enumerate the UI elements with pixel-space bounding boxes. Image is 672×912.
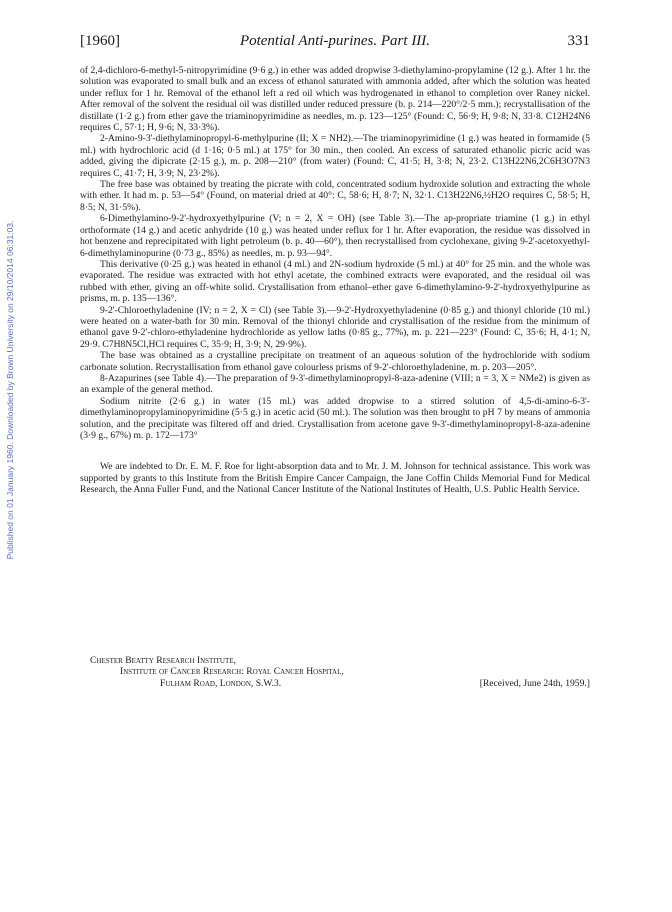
paragraph: of 2,4-dichloro-6-methyl-5-nitropyrimidine (9·6 g.) in ether was added dropwise 3-diethylamino-propylamine (12 g.). After 1 hr. the solution was evaporated to small bulk and an excess of ethanol saturated with ammonia added, after which the solution was heated under reflux for 1 hr. Removal of the ethanol left a red oil which was hydrogenated in ethanol to completion over Raney nickel. After removal of the solvent the residual oil was distilled under reduced pressure (b. p. 214—220°/2·5 mm.); recrystallisation of the distillate (1·2 g.) from ether gave the triaminopyrimidine as needles, m. p. 123—125° (Found: C, 56·9; H, 9·8; N, 33·8. C12H24N6 requires C, 57·1; H, 9·6; N, 33·3%). (80, 65, 590, 134)
article-body (80, 65, 590, 496)
running-header (80, 33, 590, 53)
header-year: [1960] (80, 33, 120, 49)
download-watermark (0, 110, 20, 670)
address-line: Institute of Cancer Research: Royal Cancer Hospital, (120, 666, 344, 678)
acknowledgement: We are indebted to Dr. E. M. F. Roe for light-absorption data and to Mr. J. M. Johnson for technical assistance. This work was supported by grants to this Institute from the British Empire Cancer Campaign, the Jane Coffin Childs Memorial Fund for Medical Research, the Anna Fuller Fund, and the National Cancer Institute of the National Institutes of Health, U.S. Public Health Service. (80, 461, 590, 496)
received-date: [Received, June 24th, 1959.] (479, 677, 590, 689)
paragraph: 8-Azapurines (see Table 4).—The preparation of 9-3'-dimethylaminopropyl-8-aza-adenine (VIII; n = 3, X = NMe2) is given as an example of the general method. (80, 372, 590, 396)
address-line-3 (80, 678, 590, 689)
page-number: 331 (567, 33, 590, 49)
download-notice: Published on 01 January 1960. Downloaded by Brown University on 29/10/2014 06:31:03. (5, 220, 15, 560)
paragraph: The free base was obtained by treating the picrate with cold, concentrated sodium hydroxide solution and extracting the whole with ether. It had m. p. 53—54° (Found, on material dried at 40°: C, 58·6; H, 8·7; N, 32·1. C13H22N6,½H2O requires C, 58·5; H, 8·5; N, 31·5%). (80, 179, 590, 213)
paragraph: 6-Dimethylamino-9-2'-hydroxyethylpurine (V; n = 2, X = OH) (see Table 3).—The ap-propriate triamine (1 g.) in ethyl orthoformate (14 g.) and acetic anhydride (10 g.) was heated under reflux for 1 hr. After evaporation, the residue was dissolved in hot benzene and reprecipitated with light petroleum (b. p. 40—60°), then recrystallised from cyclohexane, giving 9-2'-acetoxyethyl-6-dimethylaminopurine (0·73 g., 85%) as needles, m. p. 93—94°. (80, 213, 590, 259)
header-title: Potential Anti-purines. Part III. (239, 33, 431, 49)
paragraph: 2-Amino-9-3'-diethylaminopropyl-6-methylpurine (II; X = NH2).—The triaminopyrimidine (1 g.) was heated in formamide (5 ml.) with hydrochloric acid (d 1·16; 0·5 ml.) at 175° for 30 min., then cooled. An excess of saturated ethanolic picric acid was added, giving the dipicrate (2·15 g.), m. p. 208—210° (from water) (Found: C, 41·5; H, 3·8; N, 23·2. C13H22N6,2C6H3O7N3 requires C, 41·7; H, 3·9; N, 23·2%). (80, 133, 590, 179)
address-line: Chester Beatty Research Institute, (90, 655, 236, 666)
institution-address (80, 655, 590, 689)
address-line: Fulham Road, London, S.W.3. (160, 677, 282, 689)
paragraph: 9-2'-Chloroethyladenine (IV; n = 2, X = Cl) (see Table 3).—9-2'-Hydroxyethyladenine (0·85 g.) and thionyl chloride (10 ml.) were heated on a water-bath for 30 min. Removal of the thionyl chloride and crystallisation of the residue from the minimum of ethanol gave 9-2'-chloro-ethyladenine hydrochloride as yellow laths (0·85 g., 77%), m. p. 221—223° (Found: C, 35·6; H, 4·1; N, 29·9. C7H8N5Cl,HCl requires C, 35·9; H, 3·9; N, 29·9%). (80, 304, 590, 350)
paragraph: The base was obtained as a crystalline precipitate on treatment of an aqueous solution of the hydrochloride with sodium carbonate solution. Recrystallisation from ethanol gave colourless prisms of 9-2'-chloroethyladenine, m. p. 203—205°. (80, 350, 590, 373)
paragraph: This derivative (0·25 g.) was heated in ethanol (4 ml.) and 2N-sodium hydroxide (5 ml.) at 40° for 25 min. and the whole was evaporated. The residue was extracted with hot ethyl acetate, the combined extracts were evaporated, and the residual oil was rubbed with ether, giving an off-white solid. Crystallisation from ethanol–ether gave 6-dimethylamino-9-2'-hydroxyethylpurine as prisms, m. p. 135—136°. (80, 258, 590, 305)
paragraph: Sodium nitrite (2·6 g.) in water (15 ml.) was added dropwise to a stirred solution of 4,5-di-amino-6-3'-dimethylaminopropylaminopyrimidine (5·5 g.) in acetic acid (50 ml.). The solution was then brought to pH 7 by means of ammonia solution, and the precipitate was filtered off and dried. Crystallisation from acetone gave 9-3'-dimethylaminopropyl-8-aza-adenine (3·9 g., 67%) m. p. 172—173° (80, 395, 590, 441)
